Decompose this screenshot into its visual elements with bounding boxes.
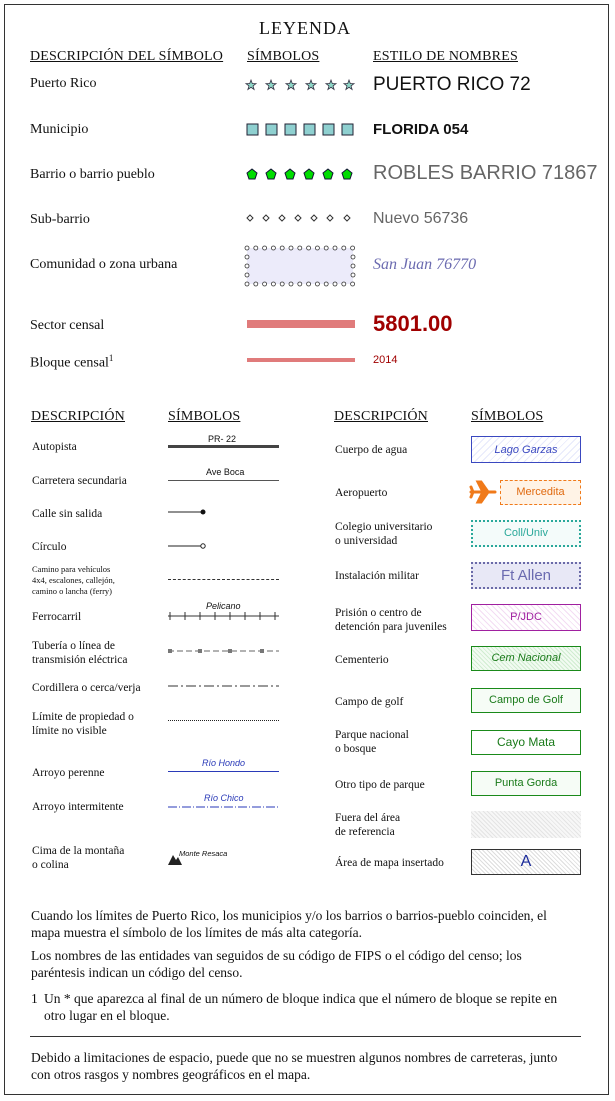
pipeline-symbol <box>168 647 279 655</box>
item-label-aeropuerto: Aeropuerto <box>335 487 388 499</box>
boundary-label-sub-barrio: Sub-barrio <box>30 212 90 227</box>
star-symbols <box>246 79 356 93</box>
tuberia-line-2: transmisión eléctrica <box>32 654 128 666</box>
sample-municipio: FLORIDA 054 <box>373 121 469 138</box>
community-boundary-dot <box>245 273 249 277</box>
sample-pjdc: P/JDC <box>510 611 542 623</box>
4x4-road-line <box>168 579 279 581</box>
sample-carretera: Ave Boca <box>206 467 245 477</box>
community-boundary-dot <box>342 246 346 250</box>
sample-box-cem-nacional <box>471 646 581 671</box>
tract-band-symbol <box>247 320 355 328</box>
community-boundary-dot <box>245 246 249 250</box>
cima-line-2: o colina <box>32 859 69 871</box>
note-fips: Los nombres de las entidades van seguidos de su código de FIPS o el código del censo; los paréntesis indican un código del censo. <box>31 948 522 980</box>
community-boundary-dot <box>315 246 319 250</box>
ridge-symbol <box>168 684 279 688</box>
circle-symbol <box>168 542 208 550</box>
highway-line <box>168 445 279 448</box>
boundary-label-puerto-rico: Puerto Rico <box>30 76 97 91</box>
boundary-label-comunidad: Comunidad o zona urbana <box>30 257 178 272</box>
intermittent-stream-icon <box>168 805 279 809</box>
sample-arroyo-intermitente: Río Chico <box>204 793 244 803</box>
cima-line-1: Cima de la montaña <box>32 845 125 857</box>
ridge-line-icon <box>168 684 279 688</box>
diamond-symbols <box>246 213 356 225</box>
community-boundary-dot <box>263 246 267 250</box>
property-line <box>168 720 279 722</box>
footnote-text: Un * que aparezca al final de un número de bloque indica que el número de bloque se repite en otro lugar en el bloque. <box>44 991 558 1023</box>
dotted-area-icon <box>244 245 356 287</box>
dead-end-symbol <box>168 508 208 516</box>
sample-cayo-mata: Cayo Mata <box>496 735 556 749</box>
sample-box-campo-golf <box>471 688 581 713</box>
item-label-cima <box>32 844 124 872</box>
sample-box-punta-gorda <box>471 771 581 796</box>
pentagon-symbols <box>246 168 356 182</box>
railroad-icon <box>168 611 279 621</box>
airport-symbol <box>470 479 496 505</box>
community-boundary-dot <box>342 282 346 286</box>
sample-coll-univ: Coll/Univ <box>503 527 548 539</box>
item-label-mapa-insertado: Área de mapa insertado <box>335 857 444 869</box>
sample-sub-barrio: Nuevo 56736 <box>373 210 469 227</box>
sample-box-lago <box>471 436 581 463</box>
prision-line-1: Prisión o centro de <box>335 607 422 619</box>
tuberia-line-1: Tubería o línea de <box>32 640 115 652</box>
limite-line-2: límite no visible <box>32 725 107 737</box>
community-area-symbol <box>244 245 356 287</box>
item-label-tuberia <box>32 639 127 667</box>
boundary-label-municipio: Municipio <box>30 122 89 137</box>
sample-box-ft-allen <box>471 562 581 589</box>
community-boundary-dot <box>324 282 328 286</box>
community-boundary-dot <box>263 282 267 286</box>
sample-autopista: PR- 22 <box>208 434 237 444</box>
sample-mercedita: Mercedita <box>516 486 565 498</box>
sample-ferrocarril: Pelicano <box>206 601 241 611</box>
legend-title: LEYENDA <box>259 18 351 38</box>
item-label-militar: Instalación militar <box>335 570 419 582</box>
community-boundary-dot <box>245 255 249 259</box>
community-boundary-dot <box>298 282 302 286</box>
sample-box-inset <box>471 849 581 875</box>
disclaimer: Debido a limitaciones de espacio, puede que no se muestren algunos nombres de carreteras, junto con otros rasgos y nombres geográficos en el mapa. <box>31 1050 558 1082</box>
note-coinciden: Cuando los límites de Puerto Rico, los municipios y/o los barrios o barrios-pueblo coinciden, el mapa muestra el símbolo de los límites de más alta categoría. <box>31 908 547 940</box>
intermittent-stream-symbol <box>168 805 279 809</box>
item-label-camino <box>32 564 115 597</box>
sample-box-cayo-mata <box>471 730 581 755</box>
pipeline-icon <box>168 647 279 655</box>
airplane-icon <box>470 479 496 505</box>
header-name-style: ESTILO DE NOMBRES <box>373 49 518 64</box>
community-boundary-dot <box>254 282 258 286</box>
fuera-line-2: de referencia <box>335 826 395 838</box>
railroad-symbol <box>168 611 279 621</box>
right-header-symbols: SÍMBOLOS <box>471 409 544 424</box>
item-label-autopista: Autopista <box>32 441 77 453</box>
item-label-ferrocarril: Ferrocarril <box>32 611 82 623</box>
square-symbols <box>246 123 356 137</box>
dead-end-icon <box>168 508 208 516</box>
community-boundary-dot <box>289 246 293 250</box>
sample-punta-gorda: Punta Gorda <box>494 777 558 789</box>
community-boundary-dot <box>245 264 249 268</box>
left-header-symbols: SÍMBOLOS <box>168 409 241 424</box>
boundary-label-sector-censal: Sector censal <box>30 318 105 333</box>
community-boundary-dot <box>315 282 319 286</box>
community-boundary-dot <box>333 246 337 250</box>
community-boundary-dot <box>254 246 258 250</box>
camino-line-2: 4x4, escalones, callejón, <box>32 575 115 585</box>
footnote-marker: 1 <box>108 353 114 363</box>
community-boundary-dot <box>307 282 311 286</box>
sample-cima: Monte Resaca <box>179 849 228 858</box>
community-boundary-dot <box>280 282 284 286</box>
item-label-colegio <box>335 520 432 548</box>
community-boundary-dot <box>298 246 302 250</box>
divider <box>30 1036 581 1037</box>
bloque-label-text: Bloque censal <box>30 355 109 371</box>
limite-line-1: Límite de propiedad o <box>32 711 134 723</box>
item-label-calle-sin-salida: Calle sin salida <box>32 508 103 520</box>
sample-barrio: ROBLES BARRIO 71867 <box>373 162 598 184</box>
secondary-road-line <box>168 480 279 481</box>
sample-puerto-rico: PUERTO RICO 72 <box>373 74 531 95</box>
item-label-limite-propiedad <box>32 710 134 738</box>
community-boundary-dot <box>271 246 275 250</box>
prision-line-2: detención para juveniles <box>335 621 447 633</box>
parque-nacional-line-1: Parque nacional <box>335 729 409 741</box>
sample-lago: Lago Garzas <box>494 444 558 456</box>
sample-sector-censal: 5801.00 <box>373 311 453 336</box>
item-label-golf: Campo de golf <box>335 696 404 708</box>
item-label-cuerpo-agua: Cuerpo de agua <box>335 444 408 456</box>
sample-arroyo-perenne: Río Hondo <box>202 758 246 768</box>
camino-line-1: Camino para vehículos <box>32 564 111 574</box>
item-label-parque-nacional <box>335 728 409 756</box>
item-label-prision <box>335 606 447 634</box>
sample-box-pjdc <box>471 604 581 631</box>
diamond-icon <box>246 213 356 225</box>
item-label-arroyo-intermitente: Arroyo intermitente <box>32 801 124 813</box>
item-label-circulo: Círculo <box>32 541 67 553</box>
sample-campo-golf: Campo de Golf <box>489 694 563 706</box>
community-boundary-dot <box>351 264 355 268</box>
sample-inset-letter: A <box>520 853 532 870</box>
sample-box-coll-univ <box>471 520 581 547</box>
sample-box-mercedita <box>500 480 581 505</box>
community-boundary-dot <box>351 273 355 277</box>
header-symbols: SÍMBOLOS <box>247 49 320 64</box>
square-icon <box>246 123 356 137</box>
parque-nacional-line-2: o bosque <box>335 743 377 755</box>
item-label-otro-parque: Otro tipo de parque <box>335 779 425 791</box>
community-boundary-dot <box>289 282 293 286</box>
item-label-fuera-area <box>335 811 400 839</box>
item-label-arroyo-perenne: Arroyo perenne <box>32 767 105 779</box>
header-description: DESCRIPCIÓN DEL SÍMBOLO <box>30 49 224 64</box>
community-boundary-dot <box>245 282 249 286</box>
block-band-symbol <box>247 358 355 362</box>
left-header-description: DESCRIPCIÓN <box>31 409 125 424</box>
item-label-cementerio: Cementerio <box>335 654 389 666</box>
cul-de-sac-icon <box>168 542 208 550</box>
community-boundary-dot <box>333 282 337 286</box>
colegio-line-2: o universidad <box>335 535 398 547</box>
boundary-label-bloque-censal <box>30 353 113 372</box>
community-boundary-dot <box>324 246 328 250</box>
boundary-label-barrio: Barrio o barrio pueblo <box>30 167 155 182</box>
colegio-line-1: Colegio universitario <box>335 521 433 533</box>
community-boundary-dot <box>271 282 275 286</box>
right-header-description: DESCRIPCIÓN <box>334 409 428 424</box>
outside-area-box <box>471 811 581 838</box>
community-boundary-dot <box>307 246 311 250</box>
sample-comunidad: San Juan 76770 <box>373 256 477 273</box>
community-boundary-dot <box>351 255 355 259</box>
community-boundary-dot <box>351 246 355 250</box>
community-boundary-dot <box>351 282 355 286</box>
perennial-stream-line <box>168 771 279 772</box>
camino-line-3: camino o lancha (ferry) <box>32 586 112 596</box>
item-label-carretera: Carretera secundaria <box>32 475 127 487</box>
community-boundary-dot <box>280 246 284 250</box>
sample-ft-allen: Ft Allen <box>500 567 552 584</box>
sample-cem-nacional: Cem Nacional <box>491 652 561 664</box>
pentagon-icon <box>246 168 356 182</box>
item-label-cordillera: Cordillera o cerca/verja <box>32 682 141 694</box>
star-icon <box>246 79 356 93</box>
footnote-number: 1 <box>31 991 38 1006</box>
sample-bloque-censal: 2014 <box>373 354 398 366</box>
fuera-line-1: Fuera del área <box>335 812 401 824</box>
